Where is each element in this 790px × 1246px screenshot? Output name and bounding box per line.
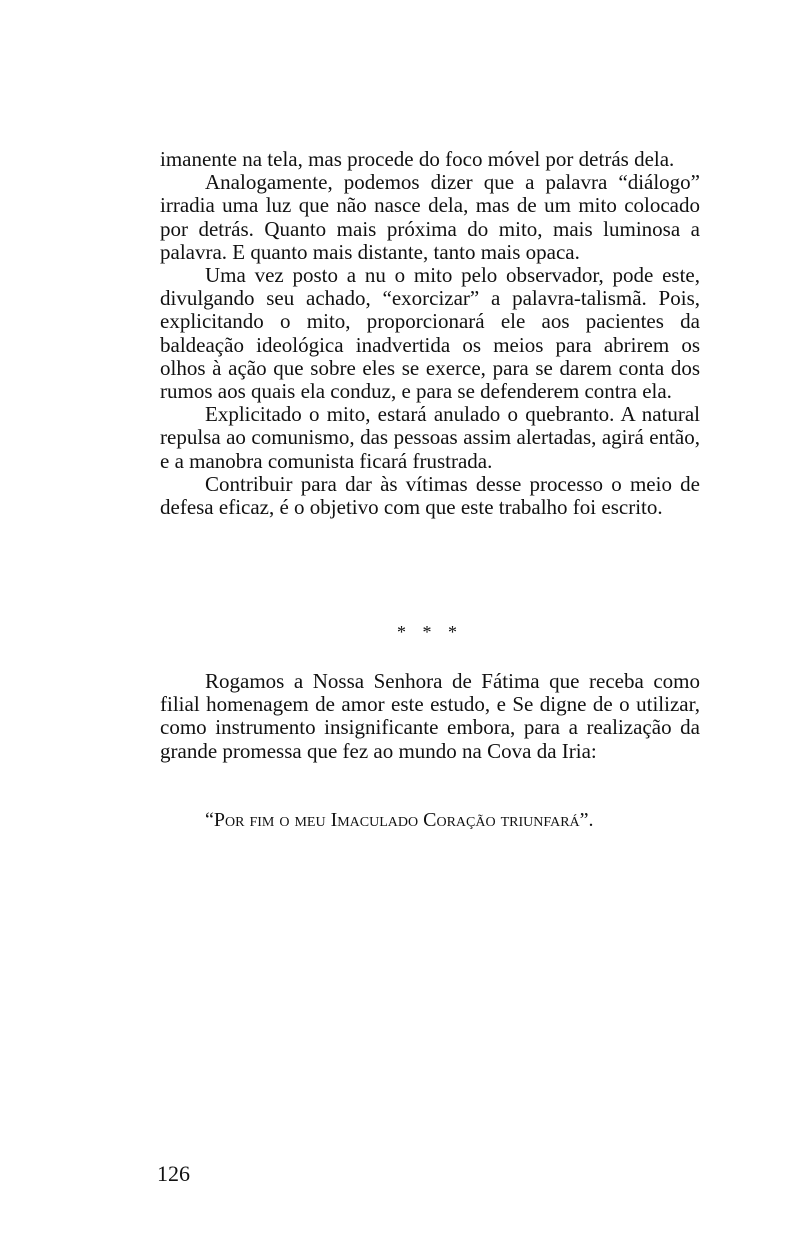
page-number: 126 — [157, 1161, 190, 1186]
paragraph-exorcizar: Uma vez posto a nu o mito pelo observador, pode este, divulgando seu achado, “exorcizar” a palavra-talismã. Pois, explicitando o mito, proporcionará ele aos pacientes da baldeação ideológica inadvertida os meios para abrirem os olhos à ação que sobre eles se exerce, para se darem conta dos rumos aos quais ela conduz, e para se defenderem contra ela. — [160, 263, 700, 404]
paragraph-continuation: imanente na tela, mas procede do foco móvel por detrás dela. — [160, 147, 675, 171]
closing-quote: “Por fim o meu Imaculado Coração triunfará”. — [205, 809, 594, 831]
body-text — [160, 148, 700, 519]
paragraph-objetivo: Contribuir para dar às vítimas desse processo o meio de defesa eficaz, é o objetivo com que este trabalho foi escrito. — [160, 471, 700, 520]
section-separator: * * * — [397, 622, 463, 642]
paragraph-dialogo: Analogamente, podemos dizer que a palavra “diálogo” irradia uma luz que não nasce dela, mas de um mito colocado por detrás. Quanto mais próxima do mito, mais luminosa a palavra. E quanto mais distante, tanto mais opaca. — [160, 170, 700, 264]
paragraph-prayer: Rogamos a Nossa Senhora de Fátima que receba como filial homenagem de amor este estudo, e Se digne de o utilizar, como instrumento insignificante embora, para a realização da grande promessa que fez ao mundo na Cova da Iria: — [160, 669, 700, 763]
paragraph-quebranto: Explicitado o mito, estará anulado o quebranto. A natural repulsa ao comunismo, das pessoas assim alertadas, agirá então, e a manobra comunista ficará frustrada. — [160, 402, 700, 473]
